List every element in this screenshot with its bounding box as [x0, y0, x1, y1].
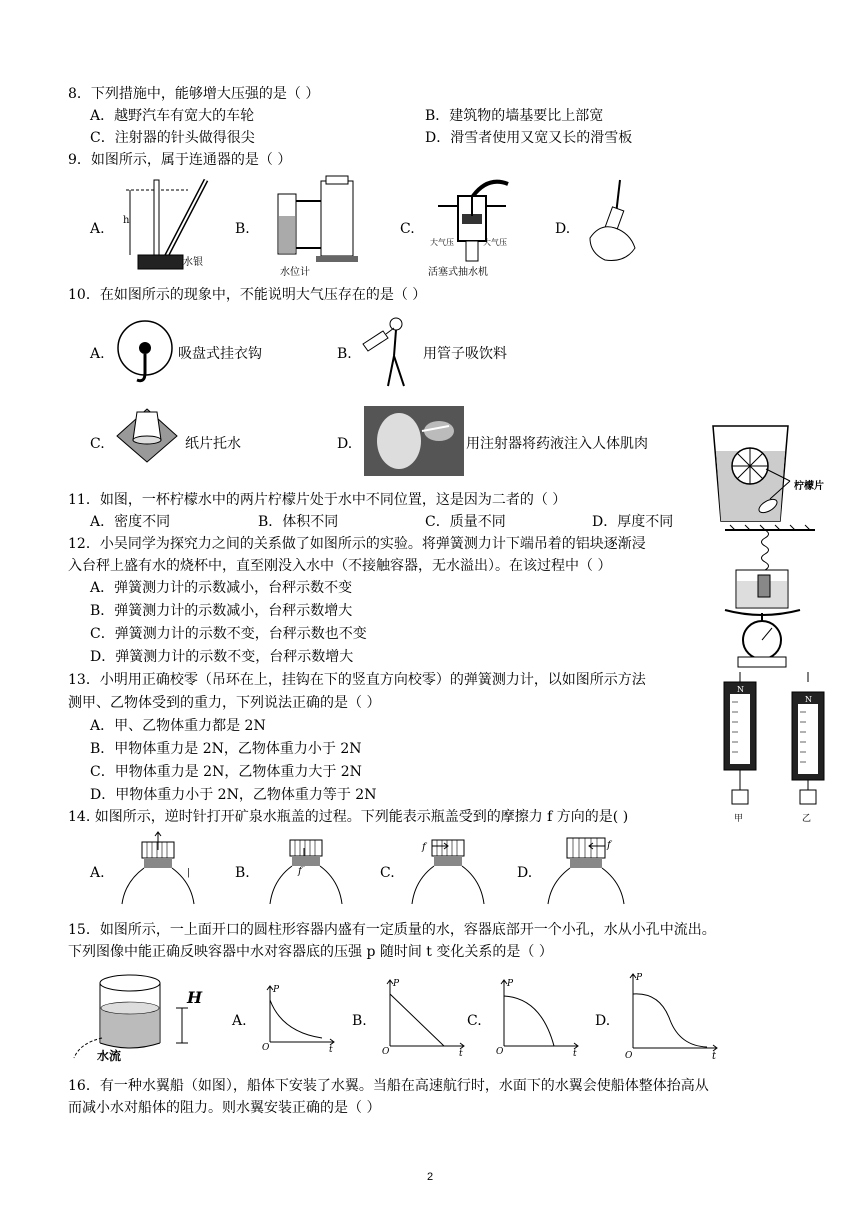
- q11-option-b: B．体积不同: [258, 514, 339, 530]
- pump-caption: 活塞式抽水机: [428, 267, 488, 278]
- graph-d-axis-t: t: [712, 1051, 717, 1062]
- scale-yi: [792, 672, 824, 804]
- spring-scale-beaker-figure: [720, 525, 820, 670]
- q13-option-b: B．甲物体重力是 2N，乙物体重力小于 2N: [90, 741, 362, 757]
- atm-caption-left: 大气压: [430, 238, 454, 247]
- graph-b-axis-p: P: [393, 979, 400, 989]
- q12-option-d: D．弹簧测力计的示数不变，台秤示数增大: [90, 649, 354, 665]
- q9-label-a: A.: [90, 221, 105, 237]
- q11-option-a: A．密度不同: [90, 514, 171, 530]
- graph-c-axis-t: t: [573, 1049, 577, 1059]
- graph-d: [625, 970, 725, 1060]
- syringe-hand-figure: [585, 178, 655, 268]
- q15-stem-line2: 下列图像中能正确反映容器中水对容器底的压强 p 随时间 t 变化关系的是（ ）: [68, 944, 553, 960]
- q15-label-d: D.: [595, 1013, 611, 1029]
- graph-c-axis-p: P: [507, 979, 514, 989]
- suction-hook-figure: [115, 318, 175, 388]
- q15-label-a: A.: [232, 1013, 247, 1029]
- graph-a-axis-t: t: [329, 1045, 333, 1055]
- q12-stem-line1: 12．小吴同学为探究力之间的关系做了如图所示的实验。将弹簧测力计下端吊着的铝块逐渐浸: [68, 536, 646, 552]
- drinking-straw-figure: [358, 316, 413, 391]
- bottle-b-f-label: f: [298, 866, 302, 877]
- two-spring-scales-figure: [718, 672, 843, 812]
- scale-yi-n-label: N: [805, 695, 812, 704]
- graph-c-origin: O: [496, 1047, 504, 1057]
- q14-label-b: B.: [235, 865, 250, 881]
- q12-stem-line2: 入台秤上盛有水的烧杯中，直至刚没入水中（不接触容器，无水溢出）。在该过程中（ ）: [68, 558, 612, 574]
- q10-text-c: 纸片托水: [185, 436, 241, 452]
- q12-option-a: A．弹簧测力计的示数减小，台秤示数不变: [90, 580, 353, 596]
- q8-option-b: B．建筑物的墙基要比上部宽: [425, 108, 604, 124]
- bottle-b-figure: [268, 836, 348, 904]
- q13-option-d: D．甲物体重力小于 2N，乙物体重力等于 2N: [90, 787, 377, 803]
- q13-stem-line1: 13．小明用正确校零（吊环在上，挂钩在下的竖直方向校零）的弹簧测力计，以如图所示方法: [68, 672, 646, 688]
- scale-jia-n-label: N: [737, 685, 744, 694]
- caption-yi: 乙: [802, 814, 812, 824]
- q14-stem: 14. 如图所示，逆时针打开矿泉水瓶盖的过程。下列能表示瓶盖受到的摩擦力 f 方向的是( ): [68, 809, 629, 825]
- q9-stem: 9．如图所示，属于连通器的是（ ）: [68, 152, 292, 168]
- injection-photo-figure: [364, 406, 464, 476]
- q9-h-label: h: [123, 215, 130, 226]
- q10-label-b: B.: [337, 346, 352, 362]
- q11-option-c: C．质量不同: [425, 514, 506, 530]
- q9-label-b: B.: [235, 221, 250, 237]
- graph-b-axis-t: t: [459, 1049, 463, 1059]
- q10-label-c: C.: [90, 436, 105, 452]
- q8-option-d: D．滑雪者使用又宽又长的滑雪板: [425, 130, 633, 146]
- bottle-c-f-label: f: [422, 842, 426, 853]
- bottle-d-figure: [545, 832, 630, 904]
- q8-option-a: A．越野汽车有宽大的车轮: [90, 108, 255, 124]
- q13-stem-line2: 测甲、乙物体受到的重力，下列说法正确的是（ ）: [68, 695, 381, 711]
- graph-b: [382, 976, 472, 1059]
- q14-label-a: A.: [90, 865, 105, 881]
- mercury-caption: 水银: [183, 257, 203, 268]
- atm-caption-right: 大气压: [483, 238, 507, 247]
- q15-label-c: C.: [467, 1013, 482, 1029]
- graph-c: [496, 976, 586, 1059]
- bottle-d-f-label: f: [607, 840, 611, 851]
- q8-stem: 8．下列措施中，能够增大压强的是（ ）: [68, 86, 320, 102]
- q14-label-d: D.: [517, 865, 533, 881]
- height-h-label: H: [187, 988, 203, 1007]
- q8-option-c: C．注射器的针头做得很尖: [90, 130, 255, 146]
- graph-b-origin: O: [382, 1047, 390, 1057]
- graph-d-axis-p: P: [636, 973, 643, 983]
- bottle-c-figure: [410, 836, 490, 904]
- cylinder-container-figure: [70, 968, 210, 1068]
- q10-text-d: 用注射器将药液注入人体肌肉: [466, 436, 648, 452]
- graph-d-origin: O: [625, 1051, 633, 1061]
- q10-label-a: A.: [90, 346, 105, 362]
- q9-label-c: C.: [400, 221, 415, 237]
- q9-label-d: D.: [555, 221, 571, 237]
- q12-option-b: B．弹簧测力计的示数减小，台秤示数增大: [90, 603, 353, 619]
- lemon-caption: 柠檬片: [794, 481, 824, 492]
- graph-a: [262, 982, 342, 1055]
- water-flow-caption: 水流: [97, 1049, 122, 1063]
- q10-label-d: D.: [337, 436, 353, 452]
- q16-stem-line2: 而减小水对船体的阻力。则水翼安装正确的是（ ）: [68, 1100, 381, 1116]
- q10-text-b: 用管子吸饮料: [423, 346, 507, 362]
- q15-label-b: B.: [352, 1013, 367, 1029]
- page-number: 2: [426, 1171, 434, 1183]
- q12-option-c: C．弹簧测力计的示数不变，台秤示数也不变: [90, 626, 367, 642]
- q10-stem: 10．在如图所示的现象中，不能说明大气压存在的是（ ）: [68, 287, 427, 303]
- q16-stem-line1: 16．有一种水翼船（如图），船体下安装了水翼。当船在高速航行时，水面下的水翼会使船体整体抬高从: [68, 1078, 709, 1094]
- water-gauge-caption: 水位计: [280, 267, 310, 278]
- caption-jia: 甲: [734, 814, 744, 824]
- graph-a-axis-p: P: [273, 985, 280, 995]
- q15-stem-line1: 15．如图所示，一上面开口的圆柱形容器内盛有一定质量的水，容器底部开一个小孔，水从小孔中流出。: [68, 922, 716, 938]
- graph-a-origin: O: [262, 1043, 270, 1053]
- q13-option-a: A．甲、乙物体重力都是 2N: [90, 718, 266, 734]
- q11-stem: 11．如图，一杯柠檬水中的两片柠檬片处于水中不同位置，这是因为二者的（ ）: [68, 492, 567, 508]
- q14-label-c: C.: [380, 865, 395, 881]
- q11-option-d: D．厚度不同: [592, 514, 674, 530]
- lemon-cup-figure: [708, 421, 848, 526]
- bottle-a-mark: |: [187, 868, 191, 878]
- water-gauge-figure: [266, 176, 376, 271]
- q13-option-c: C．甲物体重力是 2N，乙物体重力大于 2N: [90, 764, 362, 780]
- q10-text-a: 吸盘式挂衣钩: [178, 346, 262, 362]
- paper-holding-water-figure: [115, 404, 180, 464]
